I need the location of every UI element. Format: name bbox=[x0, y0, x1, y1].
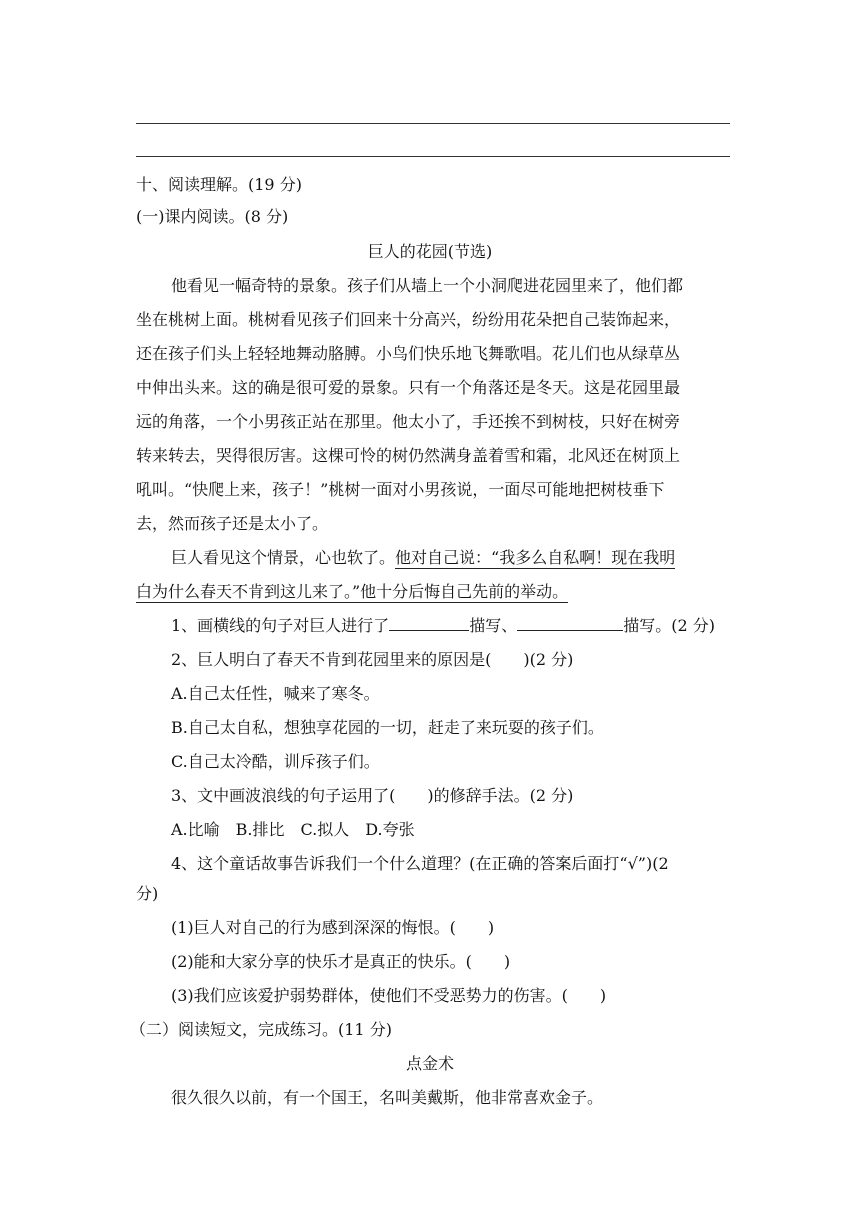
passage1-title: 巨人的花园(节选) bbox=[367, 242, 493, 261]
answer-blank[interactable] bbox=[389, 616, 469, 631]
option-c: C.自己太冷酷，训斥孩子们。 bbox=[171, 752, 380, 771]
option-b: B.自己太自私，想独享花园的一切，赶走了来玩耍的孩子们。 bbox=[171, 718, 604, 737]
passage-line: 远的角落，一个小男孩正站在那里。他太小了，手还挨不到树枝，只好在树旁 bbox=[136, 412, 681, 431]
question-3: 3、文中画波浪线的句子运用了( )的修辞手法。(2 分) bbox=[171, 786, 574, 805]
plain-text: 巨人看见这个情景，心也软了。 bbox=[171, 548, 396, 567]
passage-line bbox=[171, 547, 675, 569]
passage-line: 很久很久以前，有一个国王，名叫美戴斯，他非常喜欢金子。 bbox=[171, 1088, 604, 1107]
underlined-sentence: 他对自己说：“我多么自私啊！现在我明 bbox=[395, 548, 676, 567]
question-4: 4、这个童话故事告诉我们一个什么道理？(在正确的答案后面打“√”)(2 bbox=[171, 854, 669, 873]
question-1 bbox=[171, 615, 715, 637]
passage-line: 中伸出头来。这的确是很可爱的景象。只有一个角落还是冬天。这是花园里最 bbox=[136, 378, 681, 397]
section-heading: 十、阅读理解。(19 分) bbox=[136, 175, 302, 194]
statement-1: (1)巨人对自己的行为感到深深的悔恨。( ) bbox=[171, 918, 495, 937]
passage2-title: 点金术 bbox=[405, 1054, 454, 1073]
underlined-sentence: 白为什么春天不肯到这儿来了。”他十分后悔自己先前的举动。 bbox=[136, 582, 569, 601]
part1-heading: (一)课内阅读。(8 分) bbox=[136, 207, 289, 226]
statement-3: (3)我们应该爱护弱势群体，使他们不受恶势力的伤害。( ) bbox=[171, 986, 607, 1005]
passage-line: 还在孩子们头上轻轻地舞动胳膊。小鸟们快乐地飞舞歌唱。花儿们也从绿草丛 bbox=[136, 344, 681, 363]
question-text: 描写。(2 分) bbox=[623, 616, 715, 635]
question-text: 1、画横线的句子对巨人进行了 bbox=[171, 616, 390, 635]
question-4-continued: 分) bbox=[136, 884, 159, 903]
question-2: 2、巨人明白了春天不肯到花园里来的原因是( )(2 分) bbox=[171, 650, 574, 669]
question-text: 描写、 bbox=[469, 616, 518, 635]
answer-line bbox=[136, 123, 730, 124]
question-3-options: A.比喻 B.排比 C.拟人 D.夸张 bbox=[171, 820, 415, 839]
option-a: A.自己太任性，喊来了寒冬。 bbox=[171, 684, 380, 703]
answer-line bbox=[136, 156, 730, 157]
passage-line: 转来转去，哭得很厉害。这棵可怜的树仍然满身盖着雪和霜，北风还在树顶上 bbox=[136, 446, 681, 465]
passage-line bbox=[136, 581, 568, 603]
passage-line: 吼叫。“快爬上来，孩子！”桃树一面对小男孩说，一面尽可能地把树枝垂下 bbox=[136, 480, 665, 499]
part2-heading: （二）阅读短文，完成练习。(11 分) bbox=[130, 1020, 392, 1039]
passage-line: 去，然而孩子还是太小了。 bbox=[136, 514, 329, 533]
passage-line: 他看见一幅奇特的景象。孩子们从墙上一个小洞爬进花园里来了，他们都 bbox=[171, 276, 684, 295]
statement-2: (2)能和大家分享的快乐才是真正的快乐。( ) bbox=[171, 952, 511, 971]
passage-line: 坐在桃树上面。桃树看见孩子们回来十分高兴，纷纷用花朵把自己装饰起来， bbox=[136, 310, 681, 329]
answer-blank[interactable] bbox=[517, 616, 623, 631]
